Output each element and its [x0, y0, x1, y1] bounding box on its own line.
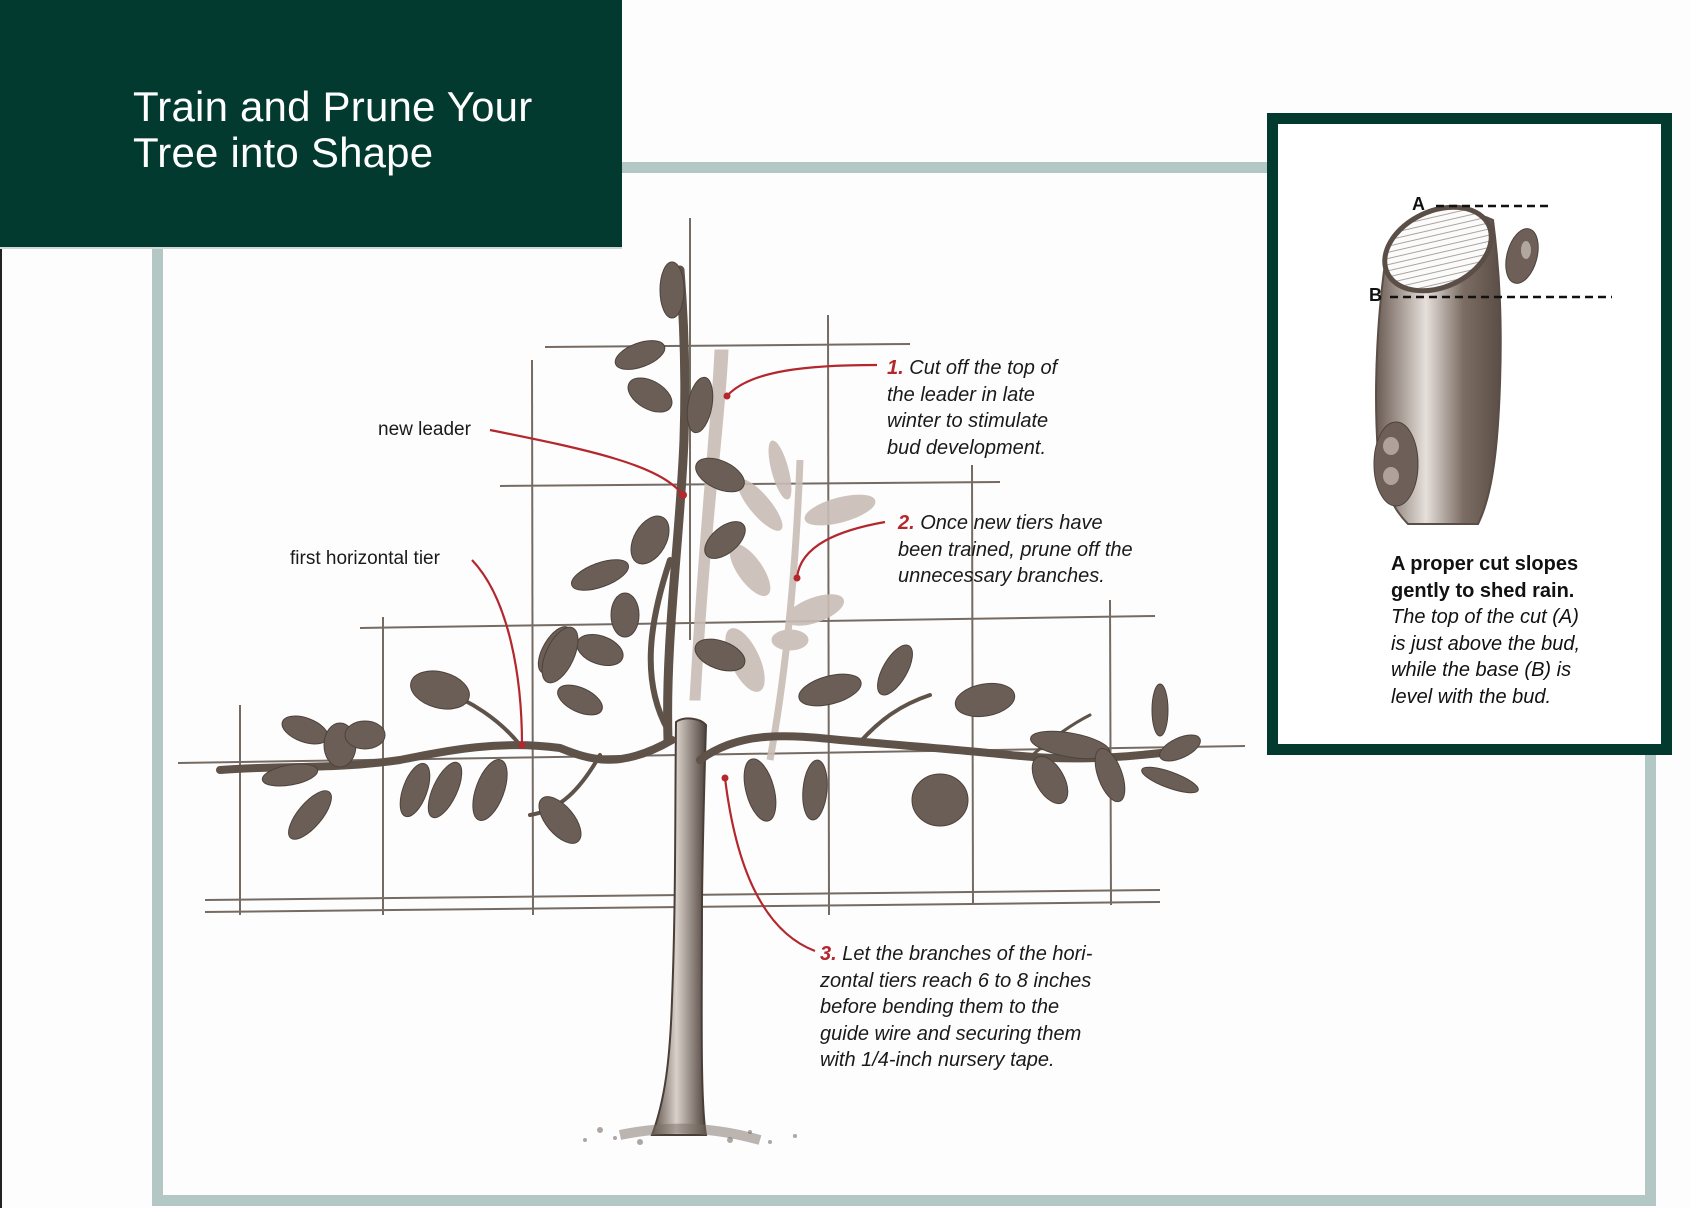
callout-2-line: unnecessary branches.: [898, 565, 1105, 587]
caption-heading-line: A proper cut slopes: [1391, 553, 1579, 575]
callout-3-number: 3.: [820, 943, 837, 965]
callout-2-number: 2.: [898, 512, 915, 534]
callout-3-line: guide wire and securing them: [820, 1022, 1082, 1045]
callout-1: [887, 355, 1057, 461]
callout-1-number: 1.: [887, 357, 904, 379]
callout-1-line: winter to stimulate: [887, 410, 1049, 432]
page-title: [133, 84, 532, 176]
callout-3: [820, 941, 1092, 1074]
label-first-horizontal-tier: first horizontal tier: [290, 548, 440, 569]
title-line-2: Tree into Shape: [133, 129, 434, 176]
marker-a-label: A: [1412, 194, 1425, 214]
caption-body-line: level with the bud.: [1391, 685, 1552, 708]
label-new-leader: new leader: [378, 419, 471, 440]
callout-1-line: the leader in late: [887, 383, 1035, 406]
callout-1-line: Cut off the top of: [909, 357, 1058, 379]
marker-b-label: B: [1369, 285, 1382, 305]
callout-2: [898, 510, 1133, 590]
caption-body-line: The top of the cut (A): [1391, 606, 1579, 628]
leader-line-callout-2: [797, 522, 885, 578]
caption-heading-line: gently to shed rain.: [1391, 579, 1575, 602]
callout-3-line: Let the branches of the hori-: [842, 943, 1093, 965]
callout-2-line: been trained, prune off the: [898, 538, 1133, 561]
pruning-cut-inset: [1267, 113, 1672, 755]
callout-3-line: with 1/4-inch nursery tape.: [820, 1049, 1055, 1071]
title-line-1: Train and Prune Your: [133, 83, 533, 130]
caption-body-line: is just above the bud,: [1391, 632, 1581, 655]
callout-3-line: before bending them to the: [820, 996, 1060, 1018]
caption-body-line: while the base (B) is: [1391, 659, 1572, 681]
callout-2-line: Once new tiers have: [920, 512, 1103, 534]
title-banner: [0, 0, 622, 247]
callout-3-line: zontal tiers reach 6 to 8 inches: [820, 969, 1092, 992]
callout-1-line: bud development.: [887, 436, 1047, 459]
inset-caption: [1391, 551, 1580, 710]
leader-line-first-tier: [472, 560, 522, 745]
leader-line-callout-1: [727, 365, 877, 396]
